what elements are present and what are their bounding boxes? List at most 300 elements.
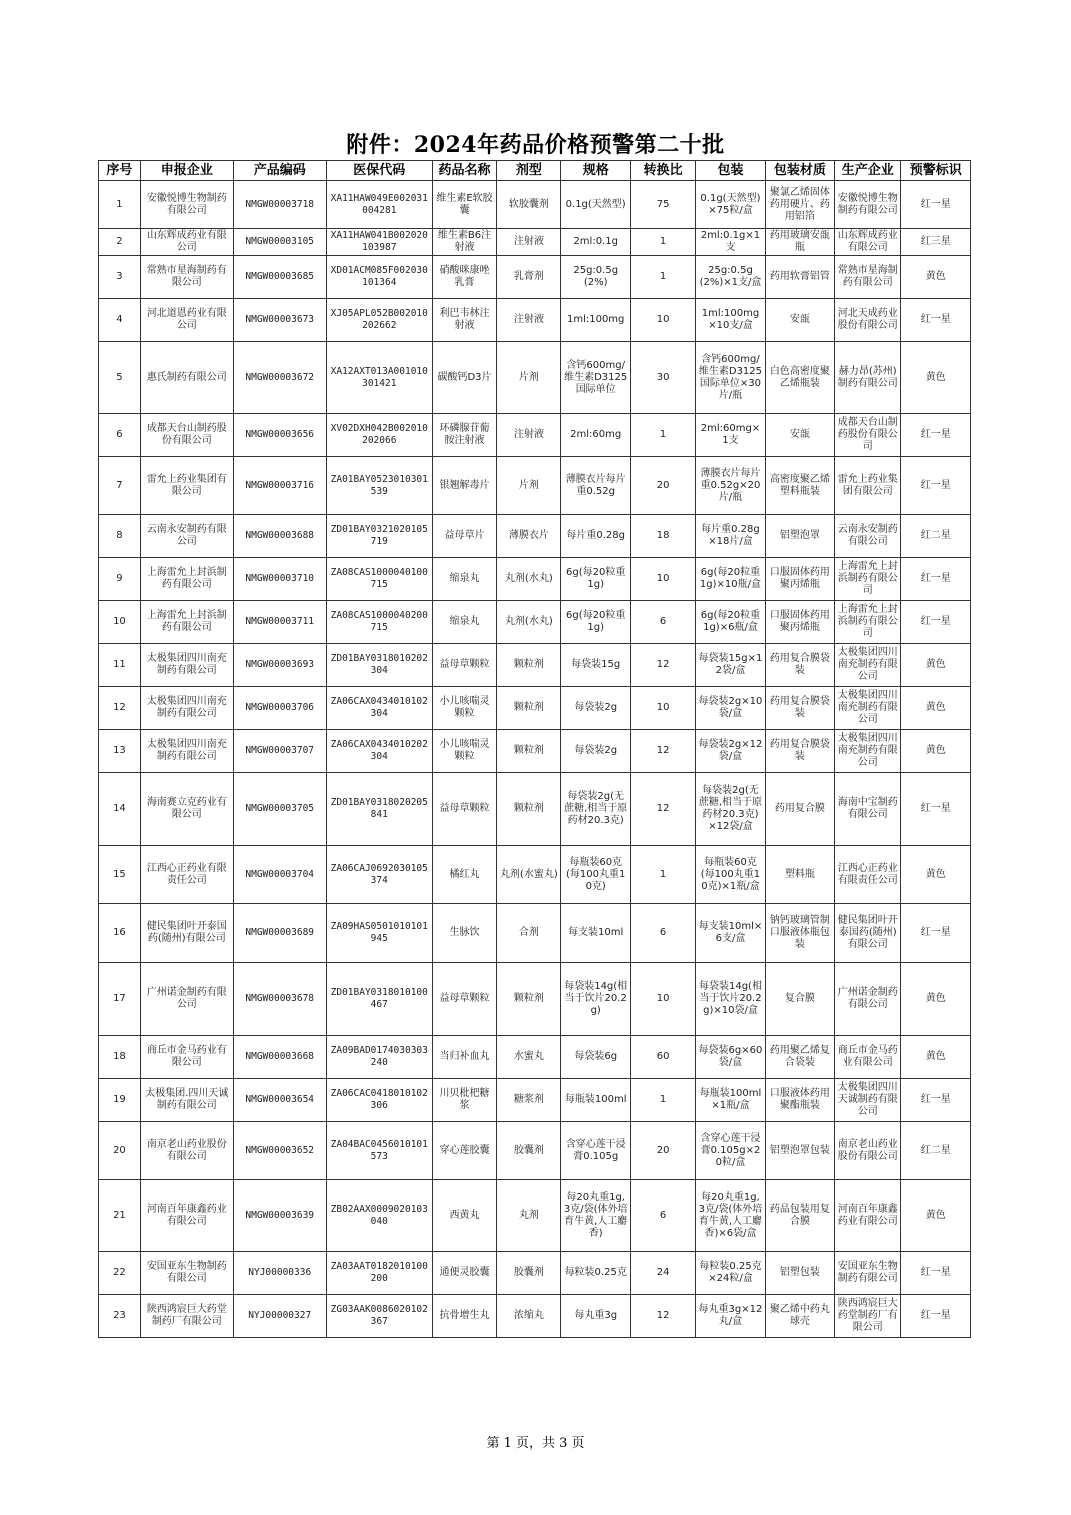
cell-package: 2ml:0.1g×1支 — [696, 229, 765, 256]
cell-applicant: 太极集团四川南充制药有限公司 — [140, 730, 233, 773]
cell-package: 含钙600mg/维生素D3125国际单位×30片/瓶 — [696, 342, 765, 414]
cell-dosage-form: 胶囊剂 — [497, 1122, 561, 1180]
cell-specification: 每袋装2g(无蔗糖,相当于原药材20.3克) — [561, 773, 630, 846]
cell-index: 23 — [99, 1295, 141, 1338]
header-dosage-form: 剂型 — [497, 161, 561, 181]
cell-index: 19 — [99, 1079, 141, 1122]
cell-insurance-code: ZA08CAS1000040200715 — [326, 601, 432, 644]
cell-insurance-code: ZA06CAX0434010202304 — [326, 730, 432, 773]
cell-product-code: NMGW00003678 — [233, 963, 326, 1036]
cell-insurance-code: XA11HAW041B002020103987 — [326, 229, 432, 256]
cell-dosage-form: 丸剂(水蜜丸) — [497, 846, 561, 904]
cell-applicant: 山东辉成药业有限公司 — [140, 229, 233, 256]
cell-package: 每袋装15g×12袋/盒 — [696, 644, 765, 687]
cell-specification: 每瓶装100ml — [561, 1079, 630, 1122]
cell-drug-name: 生脉饮 — [432, 904, 496, 963]
cell-drug-name: 碳酸钙D3片 — [432, 342, 496, 414]
cell-conversion-ratio: 10 — [630, 299, 695, 342]
cell-specification: 每袋装15g — [561, 644, 630, 687]
cell-manufacturer: 云南永安制药有限公司 — [835, 515, 901, 558]
cell-drug-name: 硝酸咪康唑乳膏 — [432, 256, 496, 299]
cell-drug-name: 川贝枇杷糖浆 — [432, 1079, 496, 1122]
cell-conversion-ratio: 1 — [630, 229, 695, 256]
cell-conversion-ratio: 1 — [630, 846, 695, 904]
cell-specification: 6g(每20粒重1g) — [561, 601, 630, 644]
cell-insurance-code: ZA08CAS1000040100715 — [326, 558, 432, 601]
cell-product-code: NMGW00003716 — [233, 457, 326, 515]
table-row — [99, 904, 971, 963]
cell-applicant: 惠氏制药有限公司 — [140, 342, 233, 414]
cell-drug-name: 银翘解毒片 — [432, 457, 496, 515]
cell-drug-name: 益母草片 — [432, 515, 496, 558]
header-package-material: 包装材质 — [765, 161, 834, 181]
cell-drug-name: 当归补血丸 — [432, 1036, 496, 1079]
cell-warning-mark: 红一星 — [901, 414, 971, 457]
cell-package: 每袋装2g×12袋/盒 — [696, 730, 765, 773]
table-row — [99, 601, 971, 644]
cell-conversion-ratio: 1 — [630, 1079, 695, 1122]
cell-package-material: 药用复合膜袋装 — [765, 730, 834, 773]
cell-specification: 25g:0.5g(2%) — [561, 256, 630, 299]
header-package: 包装 — [696, 161, 765, 181]
table-row — [99, 1295, 971, 1338]
cell-manufacturer: 上海雷允上封浜制药有限公司 — [835, 601, 901, 644]
table-row — [99, 457, 971, 515]
cell-applicant: 安徽悦博生物制药有限公司 — [140, 181, 233, 229]
cell-manufacturer: 山东辉成药业有限公司 — [835, 229, 901, 256]
cell-product-code: NMGW00003654 — [233, 1079, 326, 1122]
cell-manufacturer: 常熟市星海制药有限公司 — [835, 256, 901, 299]
cell-specification: 每丸重3g — [561, 1295, 630, 1338]
cell-conversion-ratio: 18 — [630, 515, 695, 558]
table-row — [99, 558, 971, 601]
cell-warning-mark: 黄色 — [901, 342, 971, 414]
cell-dosage-form: 颗粒剂 — [497, 963, 561, 1036]
cell-conversion-ratio: 6 — [630, 904, 695, 963]
cell-conversion-ratio: 75 — [630, 181, 695, 229]
cell-drug-name: 益母草颗粒 — [432, 963, 496, 1036]
cell-package: 每支装10ml×6支/盒 — [696, 904, 765, 963]
cell-manufacturer: 雷允上药业集团有限公司 — [835, 457, 901, 515]
cell-package: 1ml:100mg×10支/盒 — [696, 299, 765, 342]
cell-manufacturer: 太极集团四川南充制药有限公司 — [835, 644, 901, 687]
cell-package-material: 安瓿 — [765, 299, 834, 342]
cell-specification: 每袋装2g — [561, 730, 630, 773]
cell-product-code: NMGW00003656 — [233, 414, 326, 457]
cell-conversion-ratio: 6 — [630, 1180, 695, 1252]
cell-index: 10 — [99, 601, 141, 644]
cell-conversion-ratio: 1 — [630, 256, 695, 299]
cell-warning-mark: 黄色 — [901, 1180, 971, 1252]
table-row — [99, 229, 971, 256]
cell-index: 16 — [99, 904, 141, 963]
cell-conversion-ratio: 20 — [630, 457, 695, 515]
cell-warning-mark: 红一星 — [901, 773, 971, 846]
cell-conversion-ratio: 12 — [630, 730, 695, 773]
cell-dosage-form: 浓缩丸 — [497, 1295, 561, 1338]
cell-package-material: 药用复合膜 — [765, 773, 834, 846]
cell-product-code: NMGW00003672 — [233, 342, 326, 414]
cell-insurance-code: XD01ACM085F002030101364 — [326, 256, 432, 299]
cell-dosage-form: 丸剂 — [497, 1180, 561, 1252]
table-row — [99, 1252, 971, 1295]
cell-package-material: 铝塑包装 — [765, 1252, 834, 1295]
cell-package: 6g(每20粒重1g)×6瓶/盒 — [696, 601, 765, 644]
cell-specification: 每20丸重1g,3克/袋(体外培育牛黄,人工麝香) — [561, 1180, 630, 1252]
cell-applicant: 河南百年康鑫药业有限公司 — [140, 1180, 233, 1252]
cell-specification: 含穿心莲干浸膏0.105g — [561, 1122, 630, 1180]
cell-insurance-code: XA12AXT013A001010301421 — [326, 342, 432, 414]
cell-package: 0.1g(天然型)×75粒/盒 — [696, 181, 765, 229]
cell-index: 2 — [99, 229, 141, 256]
cell-drug-name: 环磷腺苷葡胺注射液 — [432, 414, 496, 457]
cell-product-code: NYJ00000336 — [233, 1252, 326, 1295]
cell-dosage-form: 片剂 — [497, 342, 561, 414]
drug-price-warning-table — [98, 160, 971, 1338]
cell-index: 12 — [99, 687, 141, 730]
cell-package-material: 药用复合膜袋装 — [765, 687, 834, 730]
table-row — [99, 256, 971, 299]
cell-dosage-form: 乳膏剂 — [497, 256, 561, 299]
cell-drug-name: 小儿咳喘灵颗粒 — [432, 730, 496, 773]
cell-warning-mark: 红一星 — [901, 1295, 971, 1338]
cell-drug-name: 西黄丸 — [432, 1180, 496, 1252]
cell-insurance-code: ZA04BAC0456010101573 — [326, 1122, 432, 1180]
cell-index: 5 — [99, 342, 141, 414]
cell-package-material: 聚乙烯中药丸球壳 — [765, 1295, 834, 1338]
cell-insurance-code: ZD01BAY0321020105719 — [326, 515, 432, 558]
cell-manufacturer: 河北天成药业股份有限公司 — [835, 299, 901, 342]
cell-drug-name: 缩泉丸 — [432, 601, 496, 644]
cell-applicant: 常熟市星海制药有限公司 — [140, 256, 233, 299]
cell-package: 每袋装2g(无蔗糖,相当于原药材20.3克)×12袋/盒 — [696, 773, 765, 846]
cell-drug-name: 维生素B6注射液 — [432, 229, 496, 256]
cell-insurance-code: ZA01BAY0523010301539 — [326, 457, 432, 515]
table-row — [99, 299, 971, 342]
cell-product-code: NMGW00003705 — [233, 773, 326, 846]
cell-package: 薄膜衣片每片重0.52g×20片/瓶 — [696, 457, 765, 515]
cell-dosage-form: 丸剂(水丸) — [497, 601, 561, 644]
table-row — [99, 846, 971, 904]
cell-product-code: NMGW00003639 — [233, 1180, 326, 1252]
cell-warning-mark: 红二星 — [901, 515, 971, 558]
cell-dosage-form: 合剂 — [497, 904, 561, 963]
cell-product-code: NMGW00003704 — [233, 846, 326, 904]
table-row — [99, 181, 971, 229]
cell-insurance-code: ZA06CAX0434010102304 — [326, 687, 432, 730]
cell-dosage-form: 糖浆剂 — [497, 1079, 561, 1122]
cell-manufacturer: 广州诺金制药有限公司 — [835, 963, 901, 1036]
page-number: 第 1 页，共 3 页 — [486, 1436, 585, 1451]
cell-warning-mark: 红一星 — [901, 299, 971, 342]
table-row — [99, 1036, 971, 1079]
cell-conversion-ratio: 12 — [630, 644, 695, 687]
cell-manufacturer: 赫力昂(苏州)制药有限公司 — [835, 342, 901, 414]
cell-warning-mark: 黄色 — [901, 644, 971, 687]
cell-dosage-form: 胶囊剂 — [497, 1252, 561, 1295]
cell-package: 每袋装14g(相当于饮片20.2g)×10袋/盒 — [696, 963, 765, 1036]
cell-index: 6 — [99, 414, 141, 457]
cell-package-material: 口服固体药用聚丙烯瓶 — [765, 601, 834, 644]
cell-manufacturer: 上海雷允上封浜制药有限公司 — [835, 558, 901, 601]
cell-dosage-form: 注射液 — [497, 299, 561, 342]
cell-product-code: NMGW00003652 — [233, 1122, 326, 1180]
cell-specification: 0.1g(天然型) — [561, 181, 630, 229]
cell-product-code: NMGW00003707 — [233, 730, 326, 773]
cell-conversion-ratio: 10 — [630, 558, 695, 601]
cell-index: 13 — [99, 730, 141, 773]
cell-conversion-ratio: 12 — [630, 1295, 695, 1338]
cell-conversion-ratio: 10 — [630, 963, 695, 1036]
cell-warning-mark: 红一星 — [901, 457, 971, 515]
header-conversion-ratio: 转换比 — [630, 161, 695, 181]
cell-index: 15 — [99, 846, 141, 904]
cell-specification: 含钙600mg/维生素D3125国际单位 — [561, 342, 630, 414]
cell-conversion-ratio: 6 — [630, 601, 695, 644]
cell-specification: 每支装10ml — [561, 904, 630, 963]
cell-dosage-form: 颗粒剂 — [497, 773, 561, 846]
cell-specification: 每袋装6g — [561, 1036, 630, 1079]
cell-applicant: 成都天台山制药股份有限公司 — [140, 414, 233, 457]
cell-dosage-form: 软胶囊剂 — [497, 181, 561, 229]
cell-warning-mark: 红一星 — [901, 1079, 971, 1122]
cell-manufacturer: 安国亚东生物制药有限公司 — [835, 1252, 901, 1295]
cell-drug-name: 缩泉丸 — [432, 558, 496, 601]
cell-dosage-form: 颗粒剂 — [497, 687, 561, 730]
cell-index: 22 — [99, 1252, 141, 1295]
cell-conversion-ratio: 24 — [630, 1252, 695, 1295]
table-row — [99, 687, 971, 730]
cell-product-code: NMGW00003668 — [233, 1036, 326, 1079]
cell-dosage-form: 注射液 — [497, 229, 561, 256]
cell-drug-name: 益母草颗粒 — [432, 773, 496, 846]
cell-index: 4 — [99, 299, 141, 342]
cell-manufacturer: 健民集团叶开泰国药(随州)有限公司 — [835, 904, 901, 963]
cell-package: 每袋装2g×10袋/盒 — [696, 687, 765, 730]
cell-insurance-code: ZA09HAS0501010101945 — [326, 904, 432, 963]
cell-conversion-ratio: 60 — [630, 1036, 695, 1079]
cell-warning-mark: 红一星 — [901, 1252, 971, 1295]
header-drug-name: 药品名称 — [432, 161, 496, 181]
cell-manufacturer: 太极集团四川南充制药有限公司 — [835, 687, 901, 730]
cell-conversion-ratio: 10 — [630, 687, 695, 730]
cell-warning-mark: 红二星 — [901, 1122, 971, 1180]
cell-index: 1 — [99, 181, 141, 229]
header-warning-mark: 预警标识 — [901, 161, 971, 181]
cell-package-material: 药品包装用复合膜 — [765, 1180, 834, 1252]
cell-product-code: NMGW00003706 — [233, 687, 326, 730]
table-row — [99, 963, 971, 1036]
cell-applicant: 上海雷允上封浜制药有限公司 — [140, 601, 233, 644]
cell-package-material: 复合膜 — [765, 963, 834, 1036]
cell-applicant: 商丘市金马药业有限公司 — [140, 1036, 233, 1079]
cell-product-code: NMGW00003685 — [233, 256, 326, 299]
cell-applicant: 健民集团叶开泰国药(随州)有限公司 — [140, 904, 233, 963]
cell-package-material: 铝塑泡罩包装 — [765, 1122, 834, 1180]
cell-warning-mark: 红一星 — [901, 904, 971, 963]
cell-specification: 2ml:0.1g — [561, 229, 630, 256]
cell-insurance-code: XJ05APL052B002010202662 — [326, 299, 432, 342]
cell-dosage-form: 注射液 — [497, 414, 561, 457]
cell-package: 每片重0.28g×18片/盒 — [696, 515, 765, 558]
cell-applicant: 太极集团四川南充制药有限公司 — [140, 644, 233, 687]
cell-package: 每20丸重1g,3克/袋(体外培育牛黄,人工麝香)×6袋/盒 — [696, 1180, 765, 1252]
cell-specification: 每瓶装60克(每100丸重10克) — [561, 846, 630, 904]
cell-product-code: NMGW00003710 — [233, 558, 326, 601]
header-manufacturer: 生产企业 — [835, 161, 901, 181]
header-insurance-code: 医保代码 — [326, 161, 432, 181]
cell-drug-name: 小儿咳喘灵颗粒 — [432, 687, 496, 730]
table-row — [99, 414, 971, 457]
cell-manufacturer: 太极集团四川南充制药有限公司 — [835, 730, 901, 773]
cell-applicant: 江西心正药业有限责任公司 — [140, 846, 233, 904]
cell-applicant: 南京老山药业股份有限公司 — [140, 1122, 233, 1180]
cell-warning-mark: 黄色 — [901, 256, 971, 299]
cell-product-code: NMGW00003105 — [233, 229, 326, 256]
cell-product-code: NMGW00003718 — [233, 181, 326, 229]
cell-warning-mark: 黄色 — [901, 963, 971, 1036]
cell-drug-name: 抗骨增生丸 — [432, 1295, 496, 1338]
cell-insurance-code: XV02DXH042B002010202066 — [326, 414, 432, 457]
cell-warning-mark: 红三星 — [901, 229, 971, 256]
cell-applicant: 太极集团四川南充制药有限公司 — [140, 687, 233, 730]
cell-index: 9 — [99, 558, 141, 601]
cell-insurance-code: ZD01BAY0318010202304 — [326, 644, 432, 687]
document-title: 附件：2024年药品价格预警第二十批 — [346, 132, 725, 158]
cell-applicant: 云南永安制药有限公司 — [140, 515, 233, 558]
cell-drug-name: 通便灵胶囊 — [432, 1252, 496, 1295]
cell-index: 3 — [99, 256, 141, 299]
cell-index: 18 — [99, 1036, 141, 1079]
cell-warning-mark: 红一星 — [901, 181, 971, 229]
cell-conversion-ratio: 30 — [630, 342, 695, 414]
cell-specification: 1ml:100mg — [561, 299, 630, 342]
cell-package: 每瓶装100ml×1瓶/盒 — [696, 1079, 765, 1122]
cell-package: 25g:0.5g(2%)×1支/盒 — [696, 256, 765, 299]
cell-applicant: 河北道恩药业有限公司 — [140, 299, 233, 342]
cell-drug-name: 维生素E软胶囊 — [432, 181, 496, 229]
cell-specification: 6g(每20粒重1g) — [561, 558, 630, 601]
cell-specification: 每袋装14g(相当于饮片20.2g) — [561, 963, 630, 1036]
cell-index: 8 — [99, 515, 141, 558]
cell-index: 7 — [99, 457, 141, 515]
cell-applicant: 上海雷允上封浜制药有限公司 — [140, 558, 233, 601]
cell-dosage-form: 薄膜衣片 — [497, 515, 561, 558]
cell-product-code: NMGW00003711 — [233, 601, 326, 644]
cell-specification: 每粒装0.25克 — [561, 1252, 630, 1295]
cell-applicant: 太极集团.四川天诚制药有限公司 — [140, 1079, 233, 1122]
cell-package-material: 药用复合膜袋装 — [765, 644, 834, 687]
cell-manufacturer: 安徽悦博生物制药有限公司 — [835, 181, 901, 229]
cell-insurance-code: ZD01BAY0318010100467 — [326, 963, 432, 1036]
cell-index: 21 — [99, 1180, 141, 1252]
cell-warning-mark: 黄色 — [901, 730, 971, 773]
cell-drug-name: 益母草颗粒 — [432, 644, 496, 687]
table-row — [99, 1079, 971, 1122]
cell-package-material: 药用玻璃安瓿瓶 — [765, 229, 834, 256]
cell-specification: 薄膜衣片每片重0.52g — [561, 457, 630, 515]
cell-manufacturer: 河南百年康鑫药业有限公司 — [835, 1180, 901, 1252]
cell-conversion-ratio: 20 — [630, 1122, 695, 1180]
table-row — [99, 515, 971, 558]
cell-index: 14 — [99, 773, 141, 846]
cell-manufacturer: 陕西鸿宸巨大药堂制药厂有限公司 — [835, 1295, 901, 1338]
table-body — [99, 181, 971, 1338]
cell-package-material: 钠钙玻璃管制口服液体瓶包装 — [765, 904, 834, 963]
cell-specification: 2ml:60mg — [561, 414, 630, 457]
cell-dosage-form: 水蜜丸 — [497, 1036, 561, 1079]
cell-warning-mark: 黄色 — [901, 846, 971, 904]
cell-specification: 每袋装2g — [561, 687, 630, 730]
cell-product-code: NYJ00000327 — [233, 1295, 326, 1338]
cell-product-code: NMGW00003689 — [233, 904, 326, 963]
cell-manufacturer: 太极集团四川天诚制药有限公司 — [835, 1079, 901, 1122]
table-row — [99, 342, 971, 414]
header-applicant: 申报企业 — [140, 161, 233, 181]
table-row — [99, 730, 971, 773]
cell-applicant: 海南赛立克药业有限公司 — [140, 773, 233, 846]
cell-package: 2ml:60mg×1支 — [696, 414, 765, 457]
cell-applicant: 安国亚东生物制药有限公司 — [140, 1252, 233, 1295]
cell-product-code: NMGW00003688 — [233, 515, 326, 558]
cell-product-code: NMGW00003693 — [233, 644, 326, 687]
cell-package: 每袋装6g×60袋/盒 — [696, 1036, 765, 1079]
cell-package-material: 高密度聚乙烯塑料瓶装 — [765, 457, 834, 515]
header-specification: 规格 — [561, 161, 630, 181]
cell-warning-mark: 黄色 — [901, 687, 971, 730]
cell-package: 含穿心莲干浸膏0.105g×20粒/盒 — [696, 1122, 765, 1180]
cell-drug-name: 穿心莲胶囊 — [432, 1122, 496, 1180]
table-row — [99, 773, 971, 846]
cell-package: 每瓶装60克(每100丸重10克)×1瓶/盒 — [696, 846, 765, 904]
cell-package-material: 口服液体药用聚酯瓶装 — [765, 1079, 834, 1122]
cell-package-material: 药用软膏铝管 — [765, 256, 834, 299]
cell-insurance-code: ZB02AAX0009020103040 — [326, 1180, 432, 1252]
cell-insurance-code: ZD01BAY0318020205841 — [326, 773, 432, 846]
cell-insurance-code: ZA06CAJ0692030105374 — [326, 846, 432, 904]
table-row — [99, 1122, 971, 1180]
cell-applicant: 陕西鸿宸巨大药堂制药厂有限公司 — [140, 1295, 233, 1338]
cell-dosage-form: 颗粒剂 — [497, 730, 561, 773]
cell-warning-mark: 黄色 — [901, 1036, 971, 1079]
cell-drug-name: 橘红丸 — [432, 846, 496, 904]
cell-manufacturer: 成都天台山制药股份有限公司 — [835, 414, 901, 457]
cell-package-material: 塑料瓶 — [765, 846, 834, 904]
cell-dosage-form: 丸剂(水丸) — [497, 558, 561, 601]
cell-insurance-code: ZA09BAD0174030303240 — [326, 1036, 432, 1079]
cell-drug-name: 利巴韦林注射液 — [432, 299, 496, 342]
cell-warning-mark: 红一星 — [901, 558, 971, 601]
table-row — [99, 1180, 971, 1252]
cell-insurance-code: ZA06CAC0418010102306 — [326, 1079, 432, 1122]
cell-package: 6g(每20粒重1g)×10瓶/盒 — [696, 558, 765, 601]
cell-conversion-ratio: 1 — [630, 414, 695, 457]
cell-dosage-form: 片剂 — [497, 457, 561, 515]
cell-manufacturer: 江西心正药业有限责任公司 — [835, 846, 901, 904]
cell-manufacturer: 南京老山药业股份有限公司 — [835, 1122, 901, 1180]
cell-applicant: 雷允上药业集团有限公司 — [140, 457, 233, 515]
cell-manufacturer: 商丘市金马药业有限公司 — [835, 1036, 901, 1079]
cell-package: 每粒装0.25克×24粒/盒 — [696, 1252, 765, 1295]
cell-package-material: 铝塑泡罩 — [765, 515, 834, 558]
table-header-row — [99, 161, 971, 181]
cell-index: 20 — [99, 1122, 141, 1180]
cell-insurance-code: ZG03AAK0086020102367 — [326, 1295, 432, 1338]
cell-conversion-ratio: 12 — [630, 773, 695, 846]
table-row — [99, 644, 971, 687]
cell-index: 11 — [99, 644, 141, 687]
cell-insurance-code: ZA03AAT0182010100200 — [326, 1252, 432, 1295]
